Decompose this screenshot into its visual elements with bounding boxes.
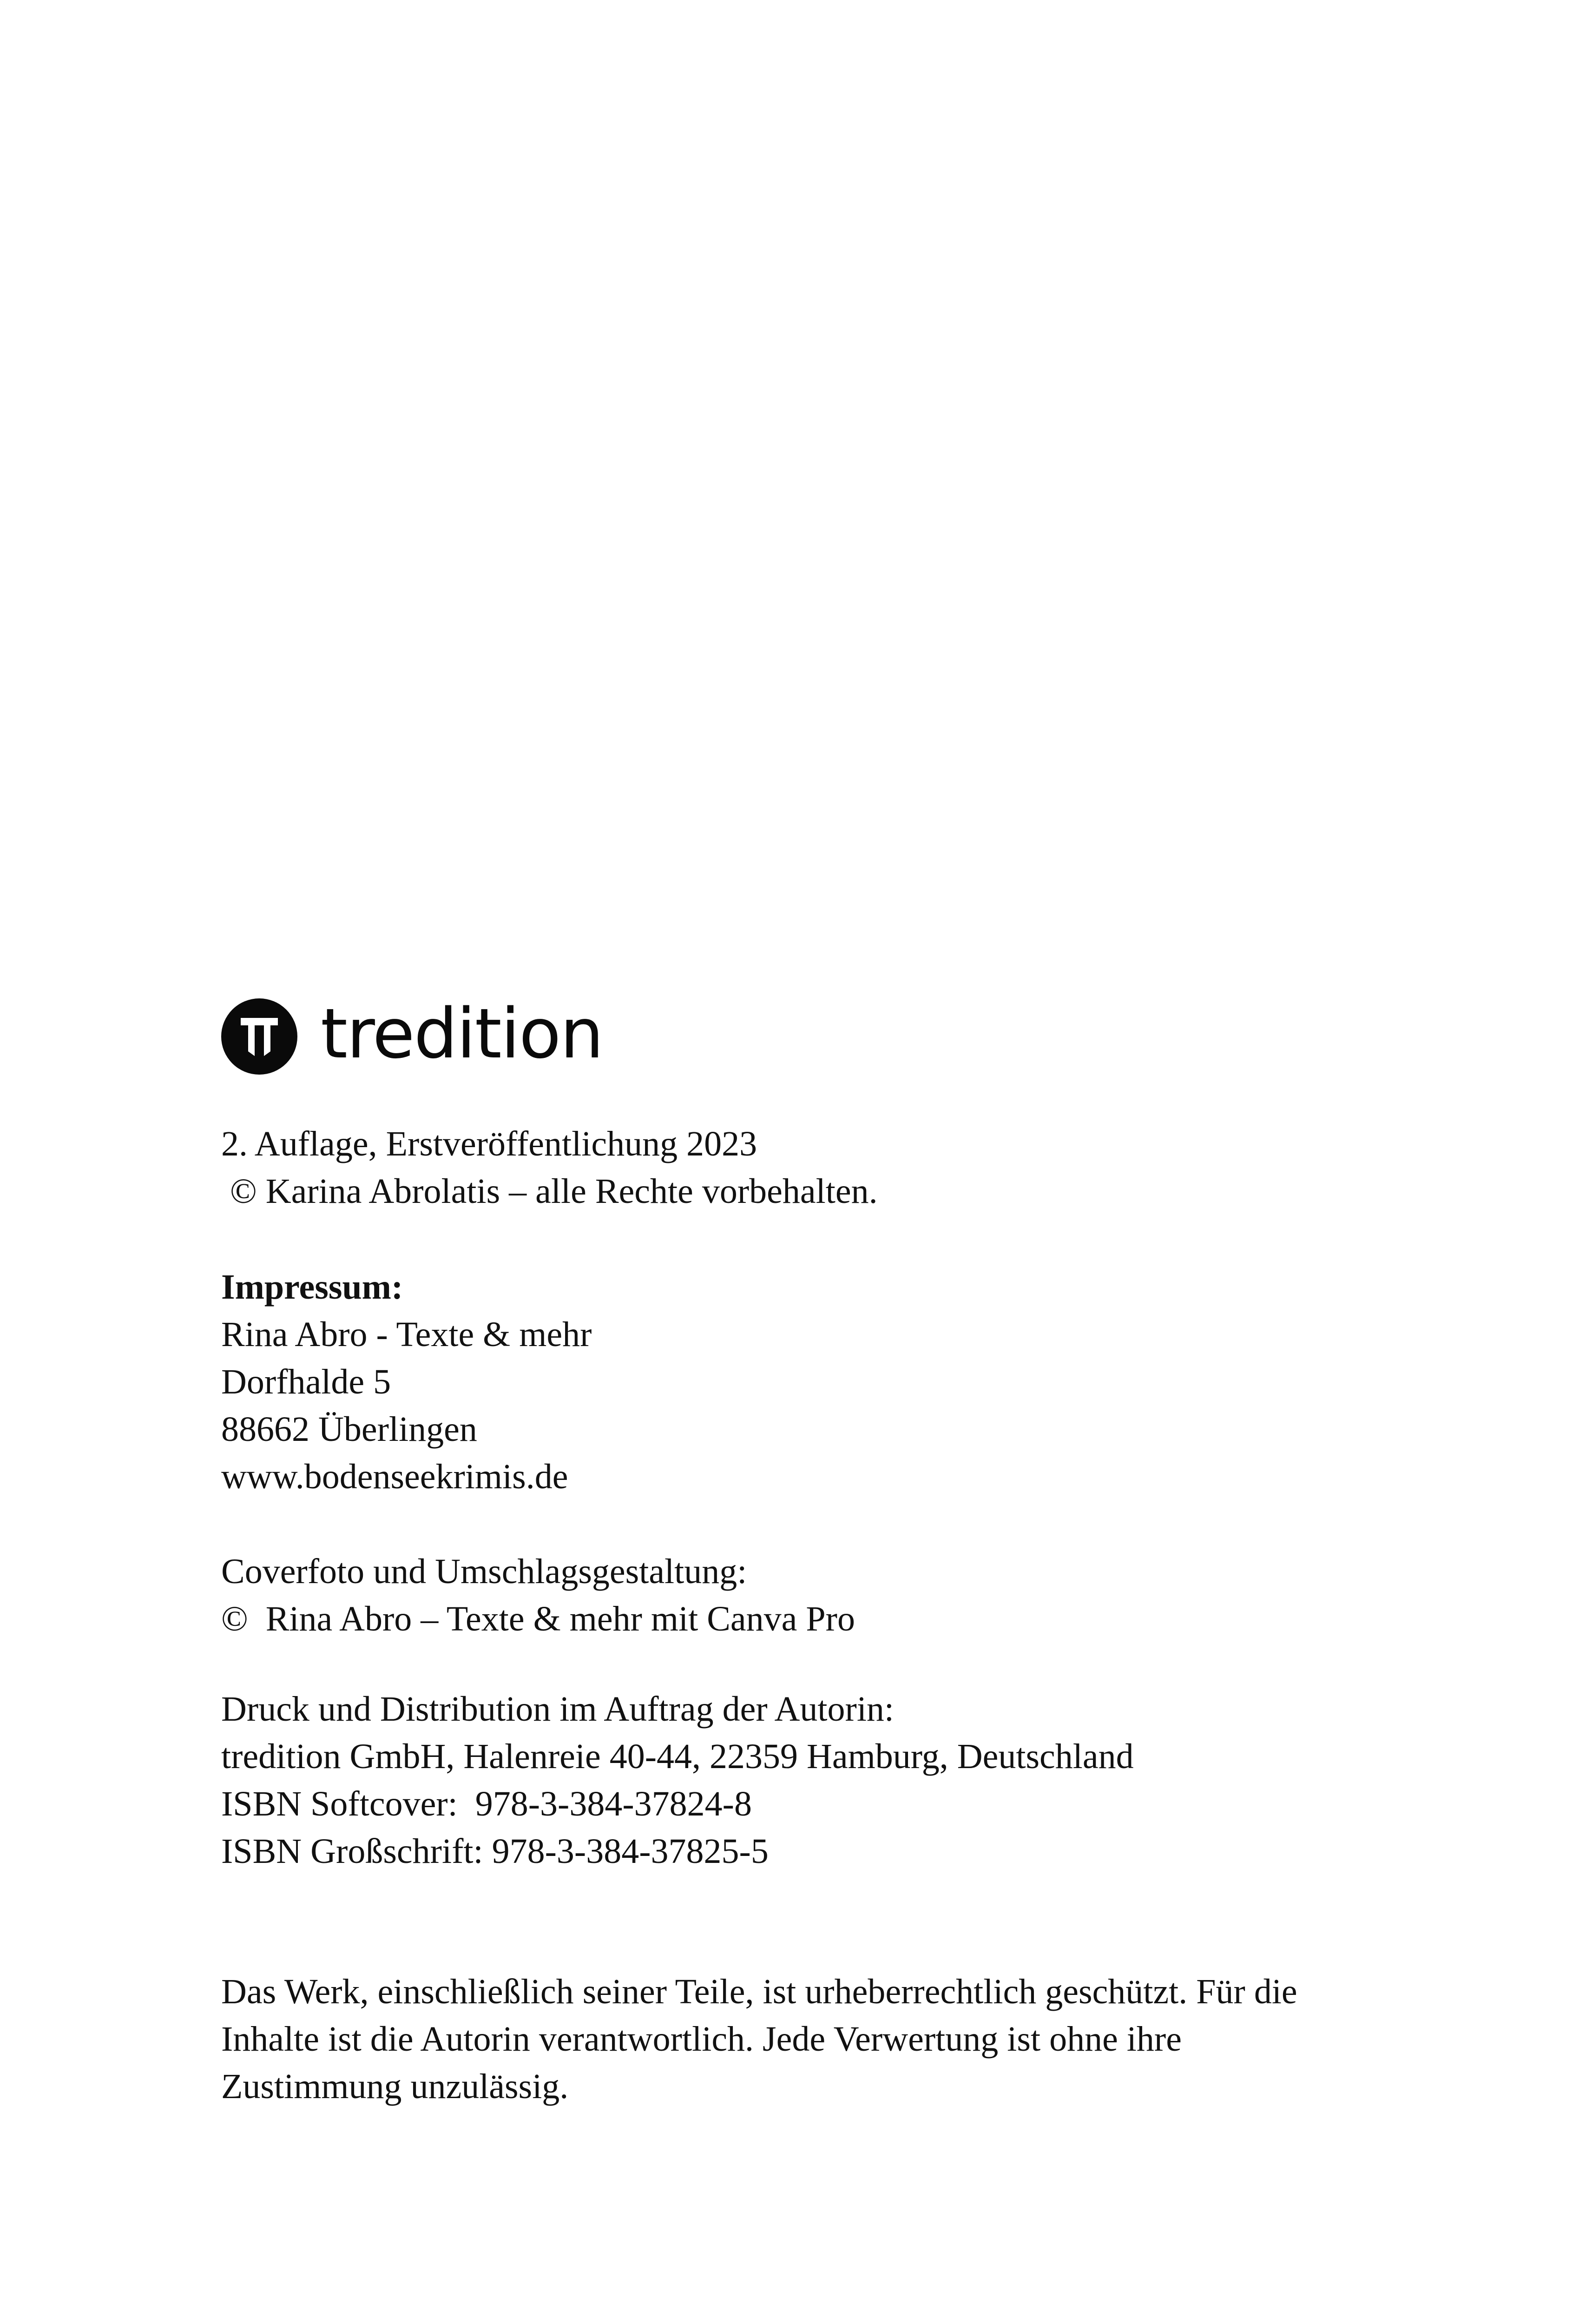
impressum-street: Dorfhalde 5 bbox=[221, 1362, 391, 1401]
publisher-logo bbox=[221, 995, 1429, 1078]
publisher-logo-text: tredition bbox=[321, 994, 603, 1074]
copyright-line: © Karina Abrolatis – alle Rechte vorbehalten. bbox=[221, 1172, 878, 1211]
impressum-name: Rina Abro - Texte & mehr bbox=[221, 1315, 592, 1354]
legal-notice bbox=[221, 1968, 1429, 2110]
cover-credits-block bbox=[221, 1548, 1429, 1643]
imprint-content bbox=[221, 995, 1429, 2110]
isbn-large-print: ISBN Großschrift: 978-3-384-37825-5 bbox=[221, 1832, 769, 1871]
cover-credit: © Rina Abro – Texte & mehr mit Canva Pro bbox=[221, 1599, 855, 1638]
impressum-website: www.bodenseekrimis.de bbox=[221, 1457, 568, 1496]
isbn-softcover: ISBN Softcover: 978-3-384-37824-8 bbox=[221, 1784, 752, 1823]
print-distribution-block bbox=[221, 1685, 1429, 1875]
cover-label: Coverfoto und Umschlagsgestaltung: bbox=[221, 1552, 747, 1591]
edition-block bbox=[221, 1120, 1429, 1215]
edition-line: 2. Auflage, Erstveröffentlichung 2023 bbox=[221, 1124, 757, 1163]
tredition-logo-icon bbox=[221, 998, 297, 1075]
legal-line: Inhalte ist die Autorin verantwortlich. Jede Verwertung ist ohne ihre bbox=[221, 2020, 1182, 2059]
legal-line: Zustimmung unzulässig. bbox=[221, 2067, 569, 2106]
print-company: tredition GmbH, Halenreie 40-44, 22359 Hamburg, Deutschland bbox=[221, 1737, 1134, 1776]
impressum-block bbox=[221, 1263, 1429, 1500]
print-label: Druck und Distribution im Auftrag der Autorin: bbox=[221, 1690, 895, 1729]
impressum-city: 88662 Überlingen bbox=[221, 1410, 477, 1449]
impressum-heading: Impressum: bbox=[221, 1268, 403, 1307]
legal-line: Das Werk, einschließlich seiner Teile, ist urheberrechtlich geschützt. Für die bbox=[221, 1972, 1297, 2011]
